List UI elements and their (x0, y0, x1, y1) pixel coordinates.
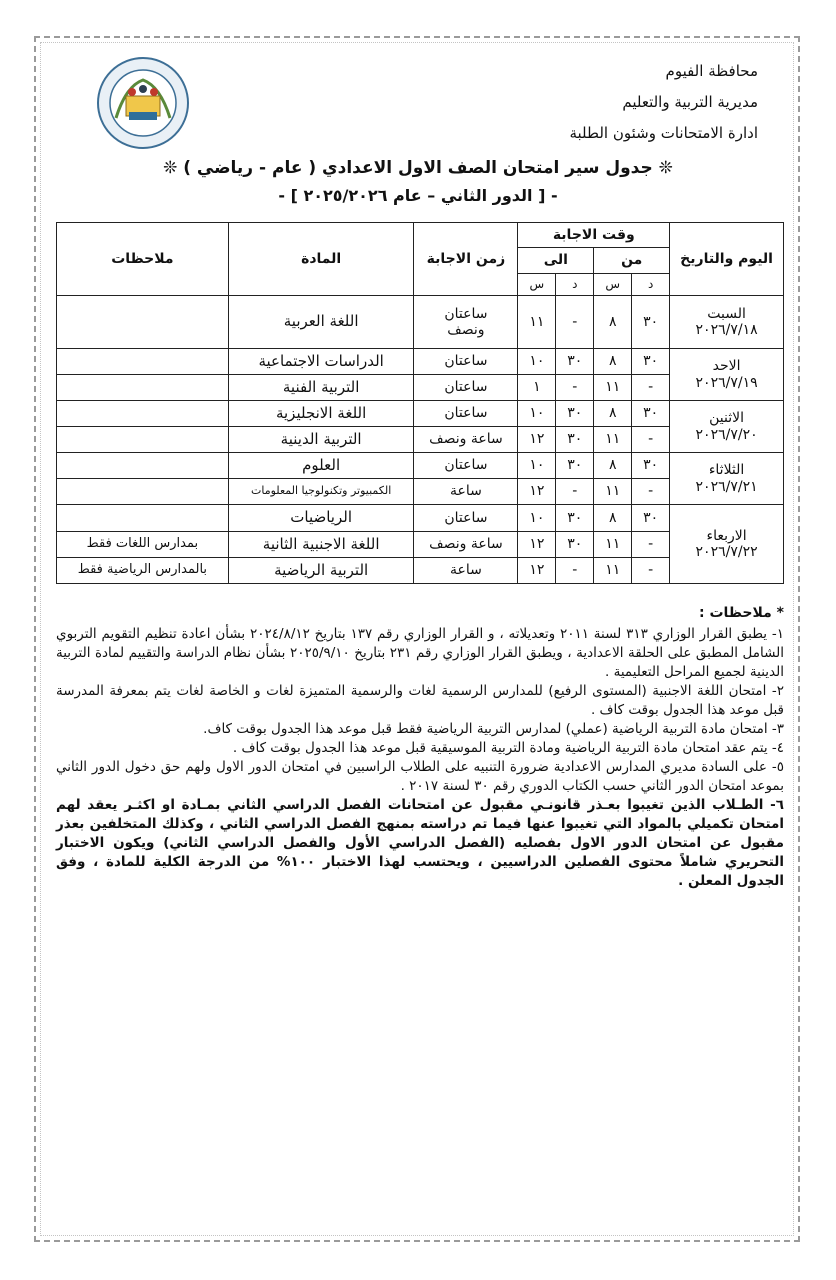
to-minute: - (556, 296, 594, 349)
from-hour: ١١ (594, 427, 632, 453)
directorate-name: مديرية التربية والتعليم (622, 93, 758, 111)
from-hour: ١١ (594, 375, 632, 401)
note-item-2: ٢- امتحان اللغة الاجنبية (المستوى الرفيع) للمدارس الرسمية لغات والرسمية المتميزة لغات و الخاصة لغات يتم بمعرفة المدرسة قبل موعد هذا الجدول بوقت كاف . (56, 683, 784, 718)
to-hour: ١٢ (518, 427, 556, 453)
day-name: الاحد (712, 358, 741, 375)
duration: ساعتان (414, 401, 518, 427)
from-minute: - (632, 532, 670, 558)
duration: ساعة ونصف (414, 427, 518, 453)
duration: ساعة ونصف (414, 532, 518, 558)
note-item-5: ٥- على السادة مديري المدارس الاعدادية ضرورة التنبيه على الطلاب الراسبين في امتحان الدور الاول ولهم حق دخول الدور الثاني بموعد امتحان الدور الثاني حسب الكتاب الدوري رقم ٣٠ لسنة ٢٠١٧ . (56, 759, 784, 794)
day-cell (670, 453, 784, 505)
to-minute: - (556, 375, 594, 401)
note-item-6: ٦- الطـلاب الذين تغيبوا بعـذر قانونـي مقبول عن امتحانات الفصل الدراسي الثاني بمـادة او اكثـر يعقد لهم امتحان تكميلي بالمواد التي تغيبوا عنها فيما تم دراسته بمنهج الفصل الدراسي الثاني ، وكذلك المتخلفين بعذر مقبول عن امتحان الدور الاول بفصليه (الفصل الدراسي الأول والفصل الدراسي الثاني) ويكون الاختبار التحريري شاملاً محتوى الفصلين الدراسيين ، ويحتسب لهذا الاختبار ١٠٠% من الدرجة الكلية للمادة ، وفق الجدول المعلن . (56, 797, 785, 889)
day-date: ٢٠٢٦/٧/٢٠ (695, 426, 758, 443)
header-from-minute: د (632, 274, 670, 296)
to-hour: ١٠ (518, 401, 556, 427)
header-from: من (594, 248, 670, 274)
from-minute: ٣٠ (632, 505, 670, 532)
note (57, 505, 229, 532)
note (57, 296, 229, 349)
from-hour: ١١ (594, 532, 632, 558)
from-minute: ٣٠ (632, 296, 670, 349)
day-name: السبت (707, 305, 746, 322)
note: بالمدارس الرياضية فقط (57, 558, 229, 584)
to-minute: ٣٠ (556, 505, 594, 532)
note-item-1: ١- يطبق القرار الوزاري ٣١٣ لسنة ٢٠١١ وتعديلاته ، و القرار الوزاري رقم ١٣٧ بتاريخ ٢٠٢٤/٨/١٢ بشأن اعادة تنظيم التقويم التربوي الشامل المطبق على الحلقة الاعدادية ، ويطبق القرار الوزاري رقم ٢٣١ بتاريخ ٢٠٢٥/٩/١٠ بشأن نظام الدراسة والتقييم لمادة التربية الدينية لجميع المراحل التعليمية . (56, 626, 784, 680)
note (57, 401, 229, 427)
to-hour: ١٠ (518, 505, 556, 532)
notes-heading: * ملاحظات : (698, 605, 784, 621)
from-hour: ٨ (594, 453, 632, 479)
directorate-logo-icon (96, 56, 190, 150)
to-hour: ١٠ (518, 453, 556, 479)
table-row (57, 401, 784, 427)
to-hour: ١٢ (518, 532, 556, 558)
from-hour: ٨ (594, 401, 632, 427)
from-minute: ٣٠ (632, 453, 670, 479)
from-minute: - (632, 427, 670, 453)
notes-section (56, 604, 784, 891)
note: بمدارس اللغات فقط (57, 532, 229, 558)
duration: ساعة (414, 558, 518, 584)
to-minute: ٣٠ (556, 349, 594, 375)
day-cell (670, 505, 784, 584)
to-hour: ١٢ (518, 479, 556, 505)
header-to: الى (518, 248, 594, 274)
header-from-hour: س (594, 274, 632, 296)
subject: الكمبيوتر وتكنولوجيا المعلومات (228, 479, 414, 505)
governorate-name: محافظة الفيوم (665, 62, 758, 80)
exam-schedule-table (56, 222, 784, 584)
from-hour: ٨ (594, 349, 632, 375)
day-cell (670, 349, 784, 401)
subject: اللغة الاجنبية الثانية (228, 532, 414, 558)
department-name: ادارة الامتحانات وشئون الطلبة (569, 124, 758, 142)
note (57, 453, 229, 479)
day-date: ٢٠٢٦/٧/١٨ (695, 322, 758, 338)
from-minute: - (632, 375, 670, 401)
note (57, 349, 229, 375)
duration: ساعتان (414, 505, 518, 532)
header-subject: المادة (228, 223, 414, 296)
to-hour: ١٠ (518, 349, 556, 375)
subject: العلوم (228, 453, 414, 479)
note-item-4: ٤- يتم عقد امتحان مادة التربية الرياضية ومادة التربية الموسيقية قبل موعد هذا الجدول بوقت كاف . (232, 740, 784, 756)
from-hour: ٨ (594, 296, 632, 349)
duration: ساعتان (414, 453, 518, 479)
from-hour: ١١ (594, 558, 632, 584)
to-minute: - (556, 558, 594, 584)
to-hour: ١١ (518, 296, 556, 349)
subject: التربية الدينية (228, 427, 414, 453)
from-minute: - (632, 558, 670, 584)
day-name: الثلاثاء (708, 462, 745, 479)
to-minute: ٣٠ (556, 453, 594, 479)
to-minute: ٣٠ (556, 532, 594, 558)
day-cell (670, 296, 784, 349)
to-minute: ٣٠ (556, 427, 594, 453)
schedule-subtitle: - [ الدور الثاني – عام ٢٠٢٥/٢٠٢٦ ] - (278, 186, 558, 205)
duration: ساعة (414, 479, 518, 505)
duration: ساعتان ونصف (414, 296, 518, 349)
table-row (57, 349, 784, 375)
day-date: ٢٠٢٦/٧/٢١ (695, 478, 758, 495)
note (57, 479, 229, 505)
header-notes: ملاحظات (57, 223, 229, 296)
to-hour: ١ (518, 375, 556, 401)
note-item-3: ٣- امتحان مادة التربية الرياضية (عملي) لمدارس التربية الرياضية فقط قبل موعد هذا الجدول بوقت كاف. (203, 721, 784, 737)
header-day-date: اليوم والتاريخ (670, 223, 784, 296)
note (57, 375, 229, 401)
note (57, 427, 229, 453)
day-date: ٢٠٢٦/٧/١٩ (695, 374, 758, 391)
subject: الدراسات الاجتماعية (228, 349, 414, 375)
from-minute: ٣٠ (632, 401, 670, 427)
from-hour: ١١ (594, 479, 632, 505)
subject: الرياضيات (228, 505, 414, 532)
to-minute: - (556, 479, 594, 505)
table-row (57, 505, 784, 532)
from-minute: ٣٠ (632, 349, 670, 375)
to-minute: ٣٠ (556, 401, 594, 427)
header-duration: زمن الاجابة (414, 223, 518, 296)
day-name: الاثنين (709, 410, 745, 427)
table-row (57, 453, 784, 479)
duration: ساعتان (414, 375, 518, 401)
to-hour: ١٢ (518, 558, 556, 584)
day-date: ٢٠٢٦/٧/٢٢ (695, 544, 758, 560)
subject: اللغة العربية (228, 296, 414, 349)
schedule-title: ❊ جدول سير امتحان الصف الاول الاعدادي ( عام - رياضي ) ❊ (163, 158, 673, 178)
duration: ساعتان (414, 349, 518, 375)
day-cell (670, 401, 784, 453)
subject: اللغة الانجليزية (228, 401, 414, 427)
header-to-minute: د (556, 274, 594, 296)
day-name: الاربعاء (706, 527, 747, 544)
header-to-hour: س (518, 274, 556, 296)
table-row (57, 296, 784, 349)
from-minute: - (632, 479, 670, 505)
subject: التربية الفنية (228, 375, 414, 401)
header-answer-time: وقت الاجابة (518, 223, 670, 248)
subject: التربية الرياضية (228, 558, 414, 584)
from-hour: ٨ (594, 505, 632, 532)
